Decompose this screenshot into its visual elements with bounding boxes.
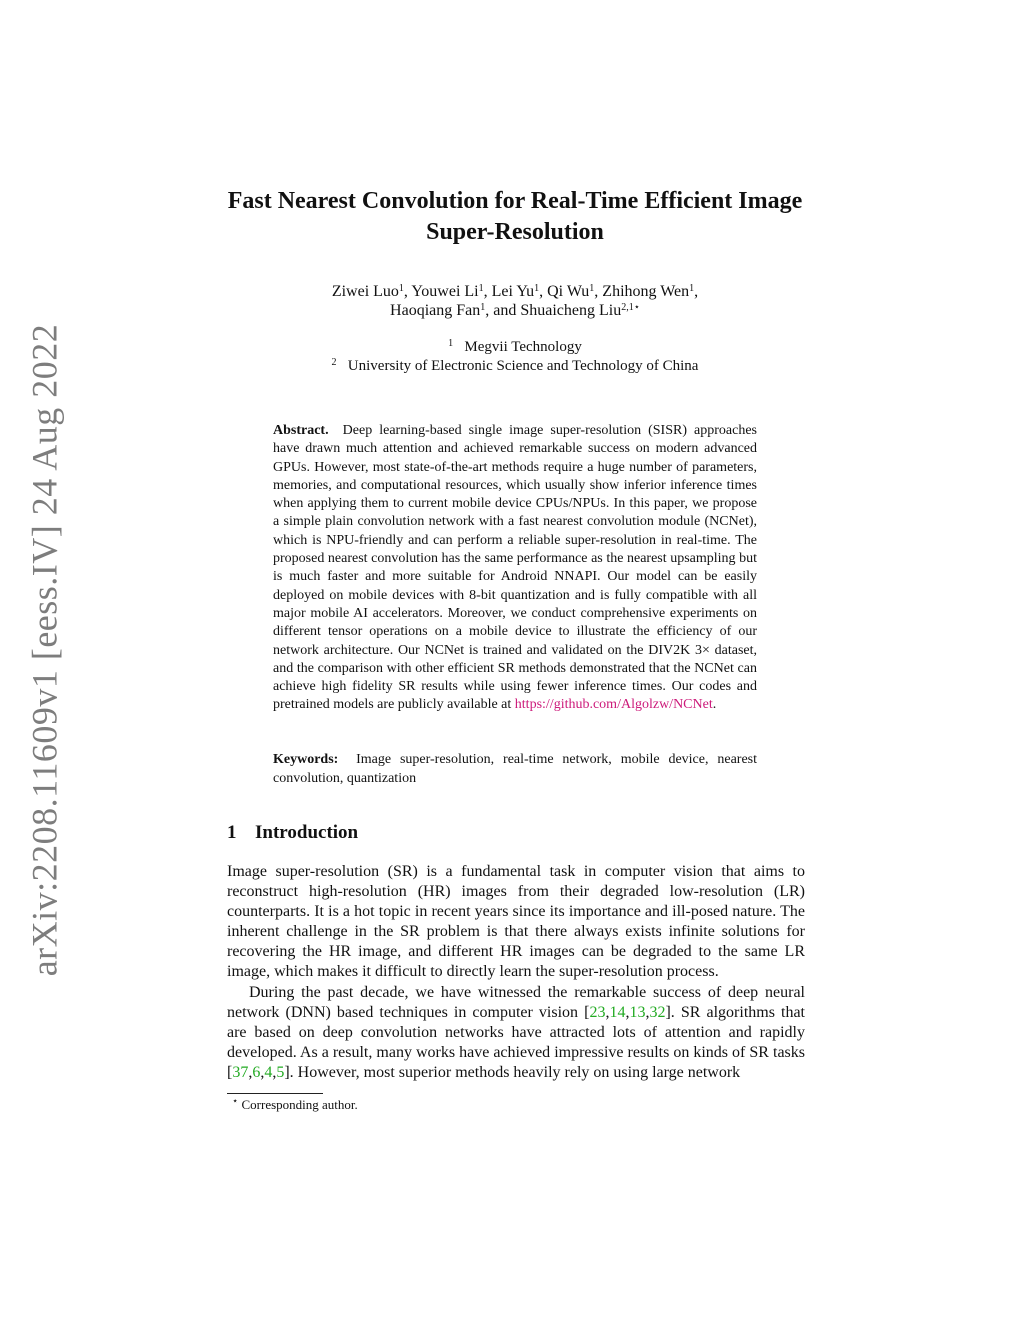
- paragraph-text: ]. SR algorithms that are based on deep convolution networks have attracted lots of attention and rapidly developed. As a result, many works have achieved impressive results on kinds of SR tasks [: [227, 1003, 806, 1081]
- paragraph-1: Image super-resolution (SR) is a fundamental task in computer vision that aims to reconstruct high-resolution (HR) images from their degraded low-resolution (LR) counterparts. It is a hot topic in recent years since its importance and ill-posed nature. The inherent challenge in the SR problem is that there always exists infinite solutions for recovering the HR image, and different HR images can be degraded to the same LR image, which makes it difficult to directly learn the super-resolution process.: [227, 863, 805, 981]
- affiliation-number: 1: [448, 338, 454, 349]
- citation-link[interactable]: 37: [232, 1063, 249, 1081]
- keywords-text: Image super-resolution, real-time network, mobile device, nearest convolution, quantization: [273, 752, 758, 786]
- citation-link[interactable]: 4: [264, 1063, 273, 1081]
- author-name: and Shuaicheng Liu: [493, 302, 622, 319]
- author-affil-mark: 1: [534, 283, 540, 294]
- title-line-2: Super-Resolution: [426, 219, 604, 245]
- section-heading: [227, 822, 807, 844]
- author-name: Youwei Li: [411, 283, 479, 300]
- affiliation-number: 2: [331, 357, 337, 368]
- github-link[interactable]: https://github.com/Algolzw/NCNet: [514, 697, 713, 713]
- footnote-mark: ⋆: [232, 1096, 239, 1107]
- citation-link[interactable]: 32: [649, 1003, 666, 1021]
- author-line-1: Ziwei Luo$^1$, Youwei Li$^1$, Lei Yu$^1$, Qi Wu$^1$, Zhihong Wen$^1$,: [331, 283, 699, 300]
- author-affil-mark: 1: [398, 283, 404, 294]
- citation-link[interactable]: 6: [252, 1063, 261, 1081]
- footnote-text: Corresponding author.: [241, 1097, 358, 1112]
- author-name: Ziwei Luo: [331, 283, 399, 300]
- paragraph-2: During the past decade, we have witnessed the remarkable success of deep neural network (DNN) based techniques in computer vision [23,14,13,32]. SR algorithms that are based on deep convolution networks have attracted lots of attention and rapidly developed. As a result, many works have achieved impressive results on kinds of SR tasks [37,6,4,5]. However, most superior methods heavily rely on using large network: [227, 983, 806, 1081]
- author-affil-mark: 1: [478, 283, 484, 294]
- author-affil-mark: 1: [480, 302, 486, 313]
- arxiv-stamp: [22, 323, 66, 977]
- affiliation-2: [200, 357, 830, 376]
- affiliation-name: Megvii Technology: [464, 339, 582, 355]
- footnote: [232, 1097, 358, 1113]
- abstract-label: Abstract.: [273, 423, 329, 438]
- author-affil-mark: 1: [689, 283, 695, 294]
- abstract-text: Deep learning-based single image super-resolution (SISR) approaches have drawn much attention and achieved remarkable success on modern advanced GPUs. However, most state-of-the-art methods require a huge number of parameters, memories, and computational resources, which usually show inferior inference times when applying them to current mobile device CPUs/NPUs. In this paper, we propose a simple plain convolution network with a fast nearest convolution module (NCNet), which is NPU-friendly and can perform a reliable super-resolution in real-time. The proposed nearest convolution has the same performance as the nearest upsampling but is much faster and more suitable for Android NNAPI. Our model can be easily deployed on mobile devices with 8-bit quantization and is fully compatible with all major mobile AI accelerators. Moreover, we conduct comprehensive experiments on different tensor operations on a mobile device to illustrate the efficiency of our network architecture. Our NCNet is trained and validated on the DIV2K 3× dataset, and the comparison with other efficient SR methods demonstrated that the NCNet can achieve high fidelity SR results while using fewer inference times. Our codes and pretrained models are publicly available at: [273, 423, 758, 713]
- citation-link[interactable]: 13: [629, 1003, 646, 1021]
- author-affil-mark: 2,1⋆: [621, 302, 640, 313]
- affiliation-1: [200, 338, 830, 357]
- author-name: Zhihong Wen: [602, 283, 690, 300]
- author-line-2: Haoqiang Fan$^1$, and Shuaicheng Liu$^{2,1⋆}$: [390, 302, 640, 319]
- keywords-label: Keywords:: [273, 752, 339, 767]
- paragraph-text: During the past decade, we have witnessed the remarkable success of deep neural network (DNN) based techniques in computer vision [: [227, 983, 805, 1021]
- abstract: [273, 422, 757, 715]
- title-line-1: Fast Nearest Convolution for Real-Time Efficient Image: [227, 188, 803, 214]
- body-text: [227, 862, 805, 1083]
- keywords: [273, 751, 757, 788]
- author-affil-mark: 1: [589, 283, 595, 294]
- section-number: 1: [227, 822, 237, 843]
- section-title: Introduction: [255, 822, 359, 843]
- citation-link[interactable]: 5: [276, 1063, 285, 1081]
- citation-link[interactable]: 14: [609, 1003, 626, 1021]
- abstract-end: .: [712, 697, 717, 713]
- footnote-rule: [227, 1093, 323, 1094]
- paper-title: [160, 186, 870, 248]
- author-name: Lei Yu: [491, 283, 535, 300]
- author-name: Haoqiang Fan: [390, 302, 481, 319]
- affiliation-name: University of Electronic Science and Technology of China: [347, 358, 699, 374]
- paragraph-text: ]. However, most superior methods heavily rely on using large network: [284, 1063, 741, 1081]
- author-name: Qi Wu: [547, 283, 590, 300]
- affiliations: [200, 338, 830, 376]
- author-list: [200, 282, 830, 320]
- arxiv-stamp-text: arXiv:2208.11609v1 [eess.IV] 24 Aug 2022: [24, 323, 64, 977]
- citation-link[interactable]: 23: [589, 1003, 606, 1021]
